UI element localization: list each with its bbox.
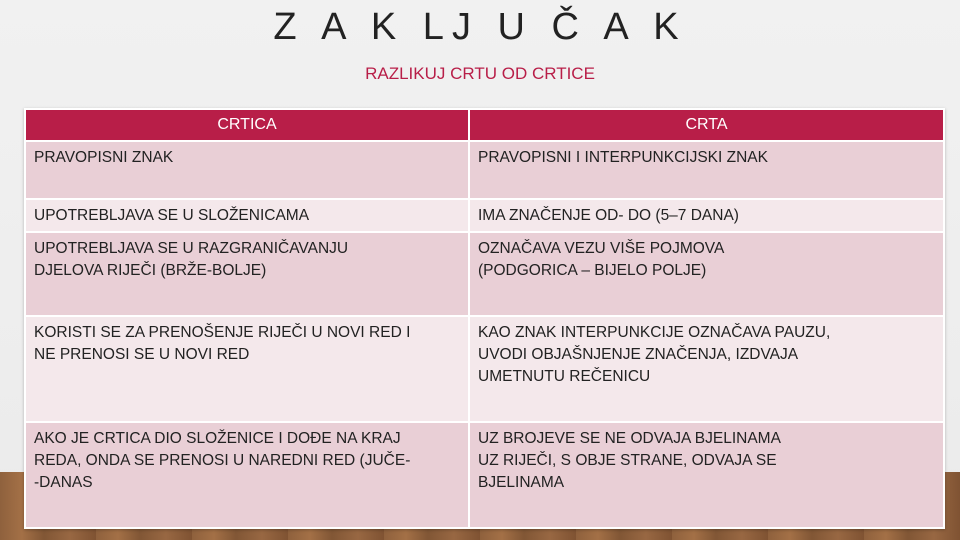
slide-title: Z A K LJ U Č A K: [273, 6, 687, 48]
table-cell: KORISTI SE ZA PRENOŠENJE RIJEČI U NOVI RED I NE PRENOSI SE U NOVI RED: [25, 316, 469, 422]
table-cell: UZ BROJEVE SE NE ODVAJA BJELINAMA UZ RIJEČI, S OBJE STRANE, ODVAJA SE BJELINAMA: [469, 422, 944, 528]
header-crtica: CRTICA: [25, 109, 469, 141]
table-cell: PRAVOPISNI ZNAK: [25, 141, 469, 199]
table-cell: OZNAČAVA VEZU VIŠE POJMOVA (PODGORICA – BIJELO POLJE): [469, 232, 944, 316]
table-cell: PRAVOPISNI I INTERPUNKCIJSKI ZNAK: [469, 141, 944, 199]
comparison-table: [24, 108, 945, 529]
table-row: [25, 422, 944, 528]
table-cell: UPOTREBLJAVA SE U RAZGRANIČAVANJU DJELOVA RIJEČI (BRŽE-BOLJE): [25, 232, 469, 316]
table-cell: AKO JE CRTICA DIO SLOŽENICE I DOĐE NA KRAJ REDA, ONDA SE PRENOSI U NAREDNI RED (JUČE- -DANAS: [25, 422, 469, 528]
table-row: [25, 232, 944, 316]
slide-subtitle: RAZLIKUJ CRTU OD CRTICE: [365, 64, 595, 83]
table-cell: KAO ZNAK INTERPUNKCIJE OZNAČAVA PAUZU, UVODI OBJAŠNJENJE ZNAČENJA, IZDVAJA UMETNUTU REČENICU: [469, 316, 944, 422]
table-row: [25, 141, 944, 199]
table-row: [25, 316, 944, 422]
table-cell: UPOTREBLJAVA SE U SLOŽENICAMA: [25, 199, 469, 232]
table-row: [25, 199, 944, 232]
table-cell: IMA ZNAČENJE OD- DO (5–7 DANA): [469, 199, 944, 232]
header-crta: CRTA: [469, 109, 944, 141]
table-header-row: [25, 109, 944, 141]
